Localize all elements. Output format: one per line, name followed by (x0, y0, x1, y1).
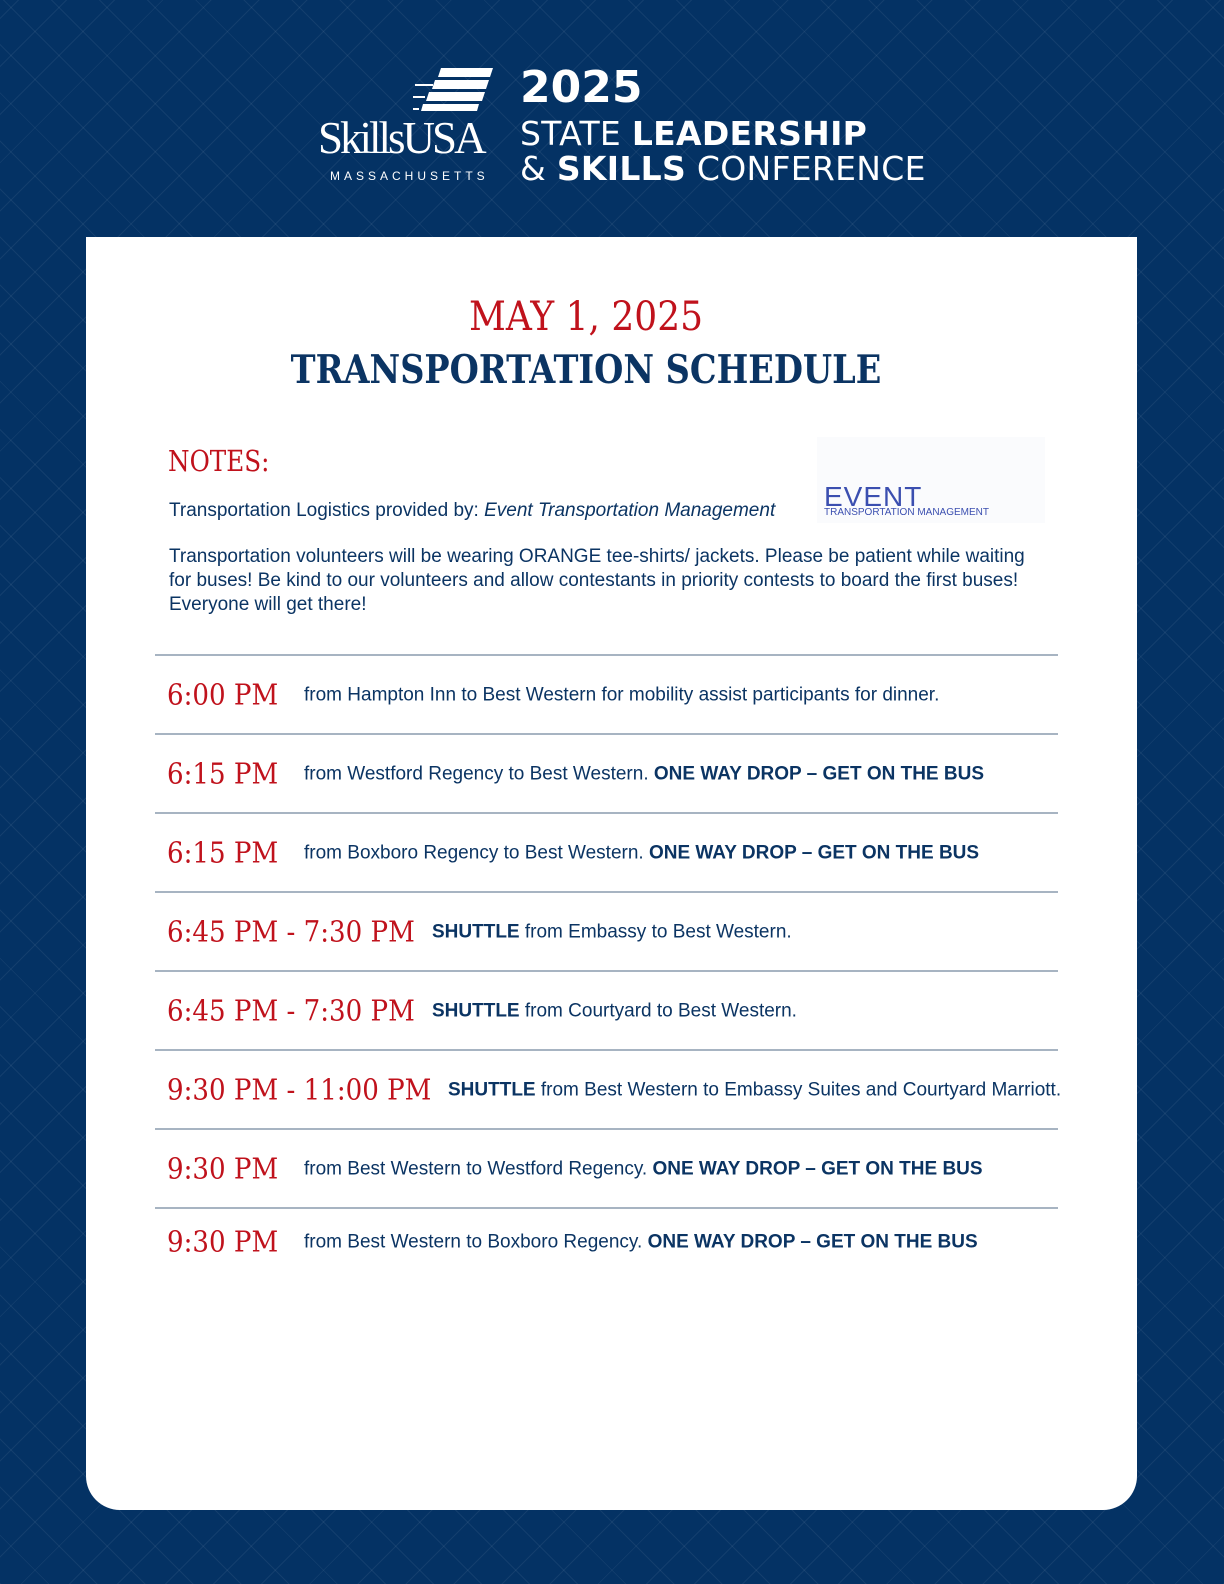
schedule-row (155, 656, 1058, 733)
schedule-note: ONE WAY DROP – GET ON THE BUS (647, 1231, 978, 1253)
conference-title-light: CONFERENCE (686, 149, 926, 188)
schedule-row (155, 1209, 1058, 1275)
logo-main-text: EVENT (824, 481, 923, 512)
schedule-note: ONE WAY DROP – GET ON THE BUS (653, 763, 984, 784)
schedule-time: 6:45 PM - 7:30 PM (167, 993, 415, 1027)
schedule-description (304, 1159, 983, 1178)
provider-label: Transportation Logistics provided by: (169, 500, 485, 521)
schedule-card (86, 237, 1137, 1510)
schedule-row (155, 1051, 1062, 1128)
schedule-description (432, 1001, 797, 1020)
schedule-lead: SHUTTLE (448, 1079, 536, 1100)
schedule-row (155, 972, 1058, 1049)
schedule-date: MAY 1, 2025 (468, 294, 704, 340)
provider-line (169, 500, 775, 523)
brand-state: MASSACHUSETTS (330, 169, 489, 183)
schedule-time: 6:15 PM (167, 756, 279, 790)
conference-title-line-1 (520, 114, 868, 153)
conference-title-bold: LEADERSHIP (631, 114, 868, 153)
schedule-description (304, 685, 939, 704)
schedule-time: 9:30 PM - 11:00 PM (167, 1072, 432, 1106)
schedule-text: from Westford Regency to Best Western. (304, 763, 654, 784)
schedule-time: 6:15 PM (167, 835, 279, 869)
conference-year: 2025 (520, 62, 643, 113)
schedule-text: from Hampton Inn to Best Western for mobility assist participants for dinner. (304, 684, 940, 705)
schedule-row (155, 814, 1058, 891)
schedule-note: ONE WAY DROP – GET ON THE BUS (648, 842, 980, 863)
schedule-text: from Boxboro Regency to Best Western. (304, 842, 649, 863)
schedule-text: from Courtyard to Best Western. (519, 1000, 797, 1021)
schedule-time: 9:30 PM (167, 1151, 279, 1185)
schedule-text: from Best Western to Boxboro Regency. (304, 1231, 648, 1253)
conference-title-bold: SKILLS (556, 149, 687, 188)
schedule-text: from Embassy to Best Western. (519, 921, 792, 942)
schedule-description (304, 764, 984, 783)
schedule-note: ONE WAY DROP – GET ON THE BUS (652, 1158, 983, 1179)
schedule-text: from Best Western to Westford Regency. (304, 1158, 653, 1179)
schedule-description (448, 1080, 1061, 1099)
schedule-row (155, 893, 1058, 970)
schedule-time: 6:45 PM - 7:30 PM (167, 914, 415, 948)
schedule-text: from Best Western to Embassy Suites and Courtyard Marriott. (535, 1079, 1062, 1100)
page-title: TRANSPORTATION SCHEDULE (290, 347, 882, 393)
schedule-lead: SHUTTLE (432, 921, 520, 942)
skillsusa-logo (318, 66, 493, 186)
flag-stripes-icon (413, 68, 493, 112)
notes-body: Transportation volunteers will be wearing ORANGE tee-shirts/ jackets. Please be patient while waiting for buses! Be kind to our volunteers and allow contestants in priority contests to board the first buses! Everyone will get there! (169, 546, 1025, 615)
schedule-row (155, 735, 1058, 812)
schedule-row (155, 1130, 1058, 1207)
schedule-description (304, 843, 979, 862)
conference-title-light: & (520, 149, 557, 188)
notes-heading: NOTES: (168, 444, 270, 478)
schedule-description (432, 922, 792, 941)
schedule-lead: SHUTTLE (432, 1000, 520, 1021)
conference-title-light: STATE (520, 114, 632, 153)
schedule-time: 6:00 PM (167, 677, 279, 711)
schedule-description (304, 1233, 978, 1252)
logo-sub-text: TRANSPORTATION MANAGEMENT (824, 507, 990, 518)
schedule-time: 9:30 PM (167, 1224, 279, 1259)
provider-name: Event Transportation Management (484, 500, 776, 521)
brand-name: SkillsUSA (318, 113, 484, 163)
schedule-list (155, 654, 1062, 1275)
conference-title-line-2 (520, 149, 926, 188)
page-header (0, 0, 1224, 237)
event-transportation-logo (817, 437, 1045, 523)
